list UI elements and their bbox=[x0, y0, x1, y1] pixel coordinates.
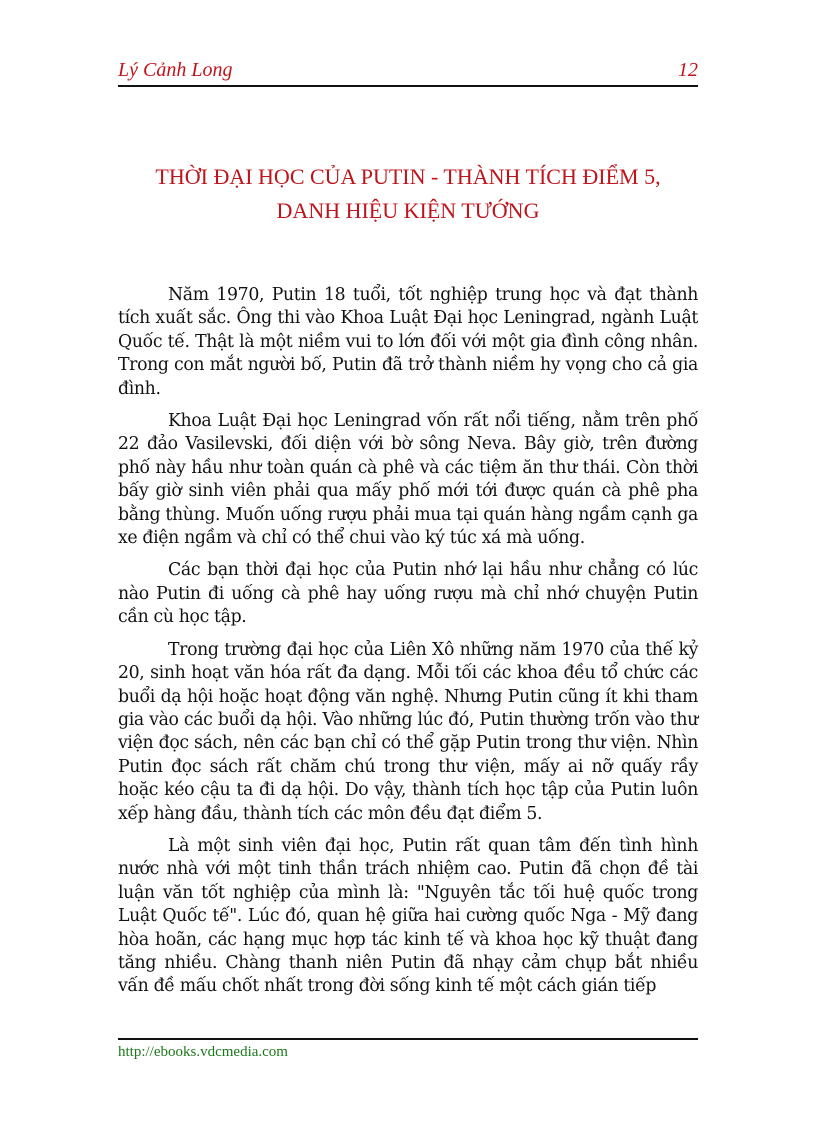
footer-rule bbox=[118, 1038, 698, 1040]
chapter-title-line-1: THỜI ĐẠI HỌC CỦA PUTIN - THÀNH TÍCH ĐIỂM 5, bbox=[155, 164, 661, 189]
header-page-number: 12 bbox=[678, 59, 698, 81]
chapter-title bbox=[118, 160, 698, 228]
paragraph: Là một sinh viên đại học, Putin rất quan tâm đến tình hình nước nhà với một tinh thần trách nhiệm cao. Putin đã chọn đề tài luận văn tốt nghiệp của mình là: "Nguyên tắc tối huệ quốc trong Luật Quốc tế". Lúc đó, quan hệ giữa hai cường quốc Nga - Mỹ đang hòa hoãn, các hạng mục hợp tác kinh tế và khoa học kỹ thuật đang tăng nhiều. Chàng thanh niên Putin đã nhạy cảm chụp bắt nhiều vấn đề mấu chốt nhất trong đời sống kinh tế một cách gián tiếp bbox=[118, 835, 698, 997]
body-text bbox=[118, 284, 698, 1008]
paragraph: Năm 1970, Putin 18 tuổi, tốt nghiệp trung học và đạt thành tích xuất sắc. Ông thi vào Khoa Luật Đại học Leningrad, ngành Luật Quốc tế. Thật là một niềm vui to lớn đối với một gia đình công nhân. Trong con mắt người bố, Putin đã trở thành niềm hy vọng cho cả gia đình. bbox=[118, 285, 698, 399]
paragraph: Trong trường đại học của Liên Xô những năm 1970 của thế kỷ 20, sinh hoạt văn hóa rất đa dạng. Mỗi tối các khoa đều tổ chức các buổi dạ hội hoặc hoạt động văn nghệ. Nhưng Putin cũng ít khi tham gia vào các buổi dạ hội. Vào những lúc đó, Putin thường trốn vào thư viện đọc sách, nên các bạn chỉ có thể gặp Putin trong thư viện. Nhìn Putin đọc sách rất chăm chú trong thư viện, mấy ai nỡ quấy rầy hoặc kéo cậu ta đi dạ hội. Do vậy, thành tích học tập của Putin luôn xếp hàng đầu, thành tích các môn đều đạt điểm 5. bbox=[118, 639, 698, 824]
running-header bbox=[118, 58, 698, 82]
chapter-title-line-2: DANH HIỆU KIỆN TƯỚNG bbox=[276, 198, 540, 223]
paragraph: Khoa Luật Đại học Leningrad vốn rất nổi tiếng, nằm trên phố 22 đảo Vasilevski, đối diện với bờ sông Neva. Bây giờ, trên đường phố này hầu như toàn quán cà phê và các tiệm ăn thư thái. Còn thời bấy giờ sinh viên phải qua mấy phố mới tới được quán cà phê pha bằng thùng. Muốn uống rượu phải mua tại quán hàng ngầm cạnh ga xe điện ngầm và chỉ có thể chui vào ký túc xá mà uống. bbox=[118, 411, 698, 549]
footer-url: http://ebooks.vdcmedia.com bbox=[118, 1044, 288, 1060]
header-author: Lý Cảnh Long bbox=[118, 59, 233, 81]
header-rule bbox=[118, 85, 698, 87]
paragraph: Các bạn thời đại học của Putin nhớ lại hầu như chẳng có lúc nào Putin đi uống cà phê hay uống rượu mà chỉ nhớ chuyện Putin cần cù học tập. bbox=[118, 560, 698, 628]
